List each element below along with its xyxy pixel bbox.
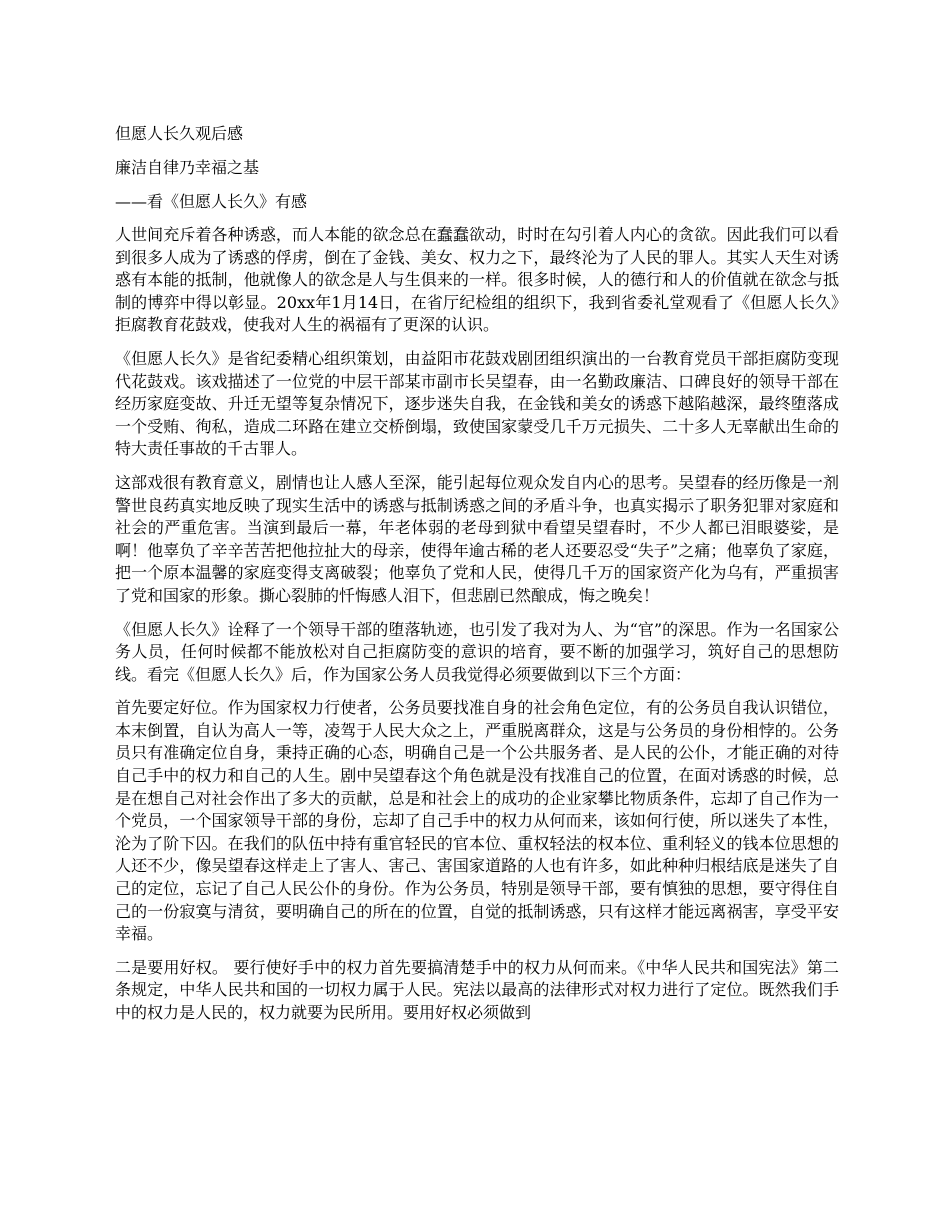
- document-page: [115, 124, 839, 1036]
- paragraph-reflection: 这部戏很有教育意义，剧情也让人感人至深，能引起每位观众发自内心的思考。吴望春的经历像是一剂警世良药真实地反映了现实生活中的诱惑与抵制诱惑之间的矛盾斗争，也真实揭示了职务犯罪对家庭和社会的严重危害。当演到最后一幕，年老体弱的老母到狱中看望吴望春时，不少人都已泪眼婆娑，是啊！他辜负了辛辛苦苦把他拉扯大的母亲，使得年逾古稀的老人还要忍受“失子”之痛；他辜负了家庭，把一个原本温馨的家庭变得支离破裂；他辜负了党和人民，使得几千万的国家资产化为乌有，严重损害了党和国家的形象。撕心裂肺的忏悔感人泪下，但悲剧已然酿成，悔之晚矣！: [115, 472, 839, 605]
- document-subtitle: 廉洁自律乃幸福之基: [115, 158, 260, 177]
- paragraph-intro: 人世间充斥着各种诱惑，而人本能的欲念总在蠢蠢欲动，时时在勾引着人内心的贪欲。因此我们可以看到很多人成为了诱惑的俘虏，倒在了金钱、美女、权力之下，最终沦为了人民的罪人。其实人天生对诱惑有本能的抵制，他就像人的欲念是人与生俱来的一样。很多时候，人的德行和人的价值就在欲念与抵制的博弈中得以彰显。20xx年1月14日，在省厅纪检组的组织下，我到省委礼堂观看了《但愿人长久》拒腐教育花鼓戏，使我对人生的祸福有了更深的认识。: [115, 225, 839, 335]
- paragraph-lessons-intro: 《但愿人长久》诠释了一个领导干部的堕落轨迹，也引发了我对为人、为“官”的深思。作为一名国家公务人员，任何时候都不能放松对自己拒腐防变的意识的培育，要不断的加强学习，筑好自己的思想防线。看完《但愿人长久》后，作为国家公务人员我觉得必须要做到以下三个方面：: [115, 619, 839, 684]
- paragraph-play-summary: 《但愿人长久》是省纪委精心组织策划，由益阳市花鼓戏剧团组织演出的一台教育党员干部拒腐防变现代花鼓戏。该戏描述了一位党的中层干部某市副市长吴望春，由一名勤政廉洁、口碑良好的领导干部在经历家庭变故、升迁无望等复杂情况下，逐步迷失自我，在金钱和美女的诱惑下越陷越深，最终堕落成一个受贿、徇私，造成二环路在建立交桥倒塌，致使国家蒙受几千万元损失、二十多人无辜献出生命的特大责任事故的千古罪人。: [115, 348, 839, 459]
- paragraph-point-two: 二是要用好权。 要行使好手中的权力首先要搞清楚手中的权力从何而来。《中华人民共和国宪法》第二条规定，中华人民共和国的一切权力属于人民。宪法以最高的法律形式对权力进行了定位。既然我们手中的权力是人民的，权力就要为民所用。要用好权必须做到: [115, 957, 839, 1022]
- document-byline: ——看《但愿人长久》有感: [115, 192, 308, 211]
- document-title: 但愿人长久观后感: [115, 124, 244, 143]
- paragraph-point-one: 首先要定好位。作为国家权力行使者，公务员要找准自身的社会角色定位，有的公务员自我认识错位，本末倒置，自认为高人一等，凌驾于人民大众之上，严重脱离群众，这是与公务员的身份相悖的。公务员只有准确定位自身，秉持正确的心态，明确自己是一个公共服务者、是人民的公仆，才能正确的对待自己手中的权力和自己的人生。剧中吴望春这个角色就是没有找准自己的位置，在面对诱惑的时候，总是在想自己对社会作出了多大的贡献，总是和社会上的成功的企业家攀比物质条件，忘却了自己作为一个党员，一个国家领导干部的身份，忘却了自己手中的权力从何而来，该如何行使，所以迷失了本性，沦为了阶下囚。在我们的队伍中持有重官轻民的官本位、重权轻法的权本位、重利轻义的钱本位思想的人还不少，像吴望春这样走上了害人、害己、害国家道路的人也有许多，如此种种归根结底是迷失了自己的定位，忘记了自己人民公仆的身份。作为公务员，特别是领导干部，要有慎独的思想，要守得住自己的一份寂寞与清贫，要明确自己的所在的位置，自觉的抵制诱惑，只有这样才能远离祸害，享受平安幸福。: [115, 698, 839, 944]
